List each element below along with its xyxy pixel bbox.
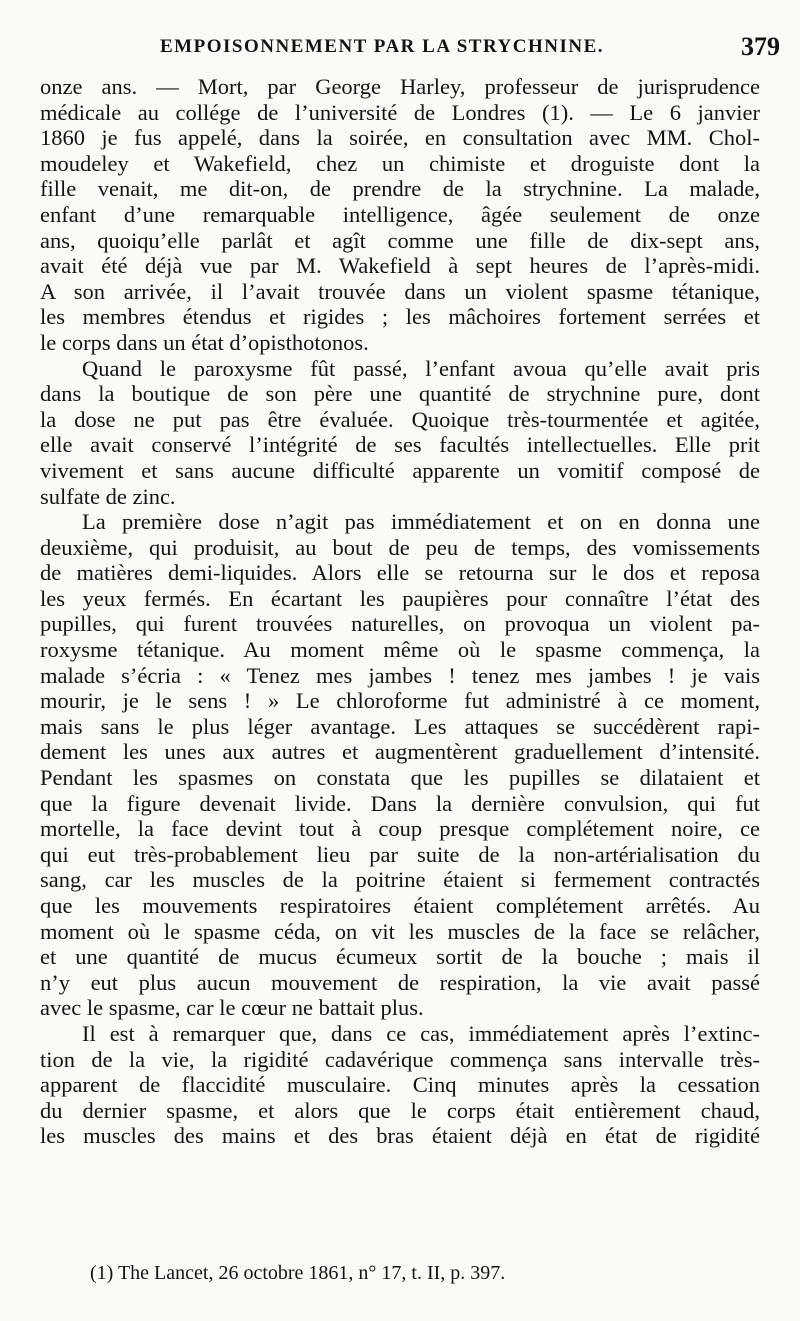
text-line: sang, car les muscles de la poitrine étaient si fermement contractés	[40, 867, 760, 893]
text-line: mourir, je le sens ! » Le chloroforme fut administré à ce moment,	[40, 688, 760, 714]
text-line: pupilles, qui furent trouvées naturelles, on provoqua un violent pa-	[40, 611, 760, 637]
text-line: apparent de flaccidité musculaire. Cinq minutes après la cessation	[40, 1072, 760, 1098]
text-line: dans la boutique de son père une quantité de strychnine pure, dont	[40, 381, 760, 407]
text-line: et une quantité de mucus écumeux sortit de la bouche ; mais il	[40, 944, 760, 970]
paragraph-4	[40, 1021, 760, 1149]
text-line: que les mouvements respiratoires étaient complétement arrêtés. Au	[40, 893, 760, 918]
text-line: 1860 je fus appelé, dans la soirée, en consultation avec MM. Chol-	[40, 125, 760, 151]
text-line: avait été déjà vue par M. Wakefield à sept heures de l’après-midi.	[40, 253, 760, 279]
text-line: A son arrivée, il l’avait trouvée dans un violent spasme tétanique,	[40, 278, 760, 304]
text-line: La première dose n’agit pas immédiatement et on en donna une	[82, 509, 760, 535]
text-line: Il est à remarquer que, dans ce cas, immédiatement après l’extinc-	[82, 1020, 760, 1046]
text-line: Quand le paroxysme fût passé, l’enfant avoua qu’elle avait pris	[82, 355, 760, 381]
text-line: onze ans. — Mort, par George Harley, professeur de jurisprudence	[40, 74, 760, 99]
body-text	[40, 74, 760, 1149]
text-line: moudeley et Wakefield, chez un chimiste et droguiste dont la	[40, 150, 760, 176]
page-number: 379	[741, 32, 780, 61]
paragraph-3	[40, 509, 760, 1021]
text-line: de matières demi-liquides. Alors elle se retourna sur le dos et reposa	[40, 560, 760, 586]
text-line: mortelle, la face devint tout à coup presque complétement noire, ce	[40, 816, 760, 842]
text-line: médicale au collége de l’université de Londres (1). — Le 6 janvier	[40, 99, 760, 125]
text-line: vivement et sans aucune difficulté apparente un vomitif composé de	[40, 457, 760, 483]
text-line: fille venait, me dit-on, de prendre de la strychnine. La malade,	[40, 176, 760, 202]
text-line: les yeux fermés. En écartant les paupières pour connaître l’état des	[40, 585, 760, 611]
text-line: malade s’écria : « Tenez mes jambes ! tenez mes jambes ! je vais	[40, 662, 760, 688]
text-line: dement les unes aux autres et augmentèrent graduellement d’intensité.	[40, 739, 760, 765]
text-line: deuxième, qui produisit, au bout de peu de temps, des vomissements	[40, 534, 760, 560]
text-line: mais sans le plus léger avantage. Les attaques se succédèrent rapi-	[40, 713, 760, 739]
text-line: ans, quoiqu’elle parlât et agît comme une fille de dix-sept ans,	[40, 227, 760, 253]
paragraph-2	[40, 356, 760, 510]
running-header	[40, 34, 780, 64]
text-line: moment où le spasme céda, on vit les muscles de la face se relâcher,	[40, 918, 760, 944]
text-line: n’y eut plus aucun mouvement de respiration, la vie avait passé	[40, 969, 760, 995]
footnote: (1) The Lancet, 26 octobre 1861, n° 17, t. II, p. 397.	[90, 1262, 506, 1284]
text-line: les membres étendus et rigides ; les mâchoires fortement serrées et	[40, 304, 760, 330]
text-line: roxysme tétanique. Au moment même où le spasme commença, la	[40, 637, 760, 663]
text-line: enfant d’une remarquable intelligence, âgée seulement de onze	[40, 201, 760, 227]
text-line: Pendant les spasmes on constata que les pupilles se dilataient et	[40, 765, 760, 791]
text-line: que la figure devenait livide. Dans la dernière convulsion, qui fut	[40, 790, 760, 816]
text-line: la dose ne put pas être évaluée. Quoique très-tourmentée et agitée,	[40, 406, 760, 432]
text-line: les muscles des mains et des bras étaient déjà en état de rigidité	[40, 1123, 760, 1149]
text-line: qui eut très-probablement lieu par suite de la non-artérialisation du	[40, 841, 760, 867]
text-line: sulfate de zinc.	[40, 483, 176, 509]
text-line: le corps dans un état d’opisthotonos.	[40, 329, 369, 355]
running-title: EMPOISONNEMENT PAR LA STRYCHNINE.	[160, 36, 605, 57]
text-line: tion de la vie, la rigidité cadavérique commença sans intervalle très-	[40, 1046, 760, 1072]
text-line: elle avait conservé l’intégrité de ses facultés intellectuelles. Elle prit	[40, 432, 760, 458]
text-line: avec le spasme, car le cœur ne battait plus.	[40, 995, 424, 1021]
paragraph-1	[40, 74, 760, 356]
text-line: du dernier spasme, et alors que le corps était entièrement chaud,	[40, 1097, 760, 1123]
